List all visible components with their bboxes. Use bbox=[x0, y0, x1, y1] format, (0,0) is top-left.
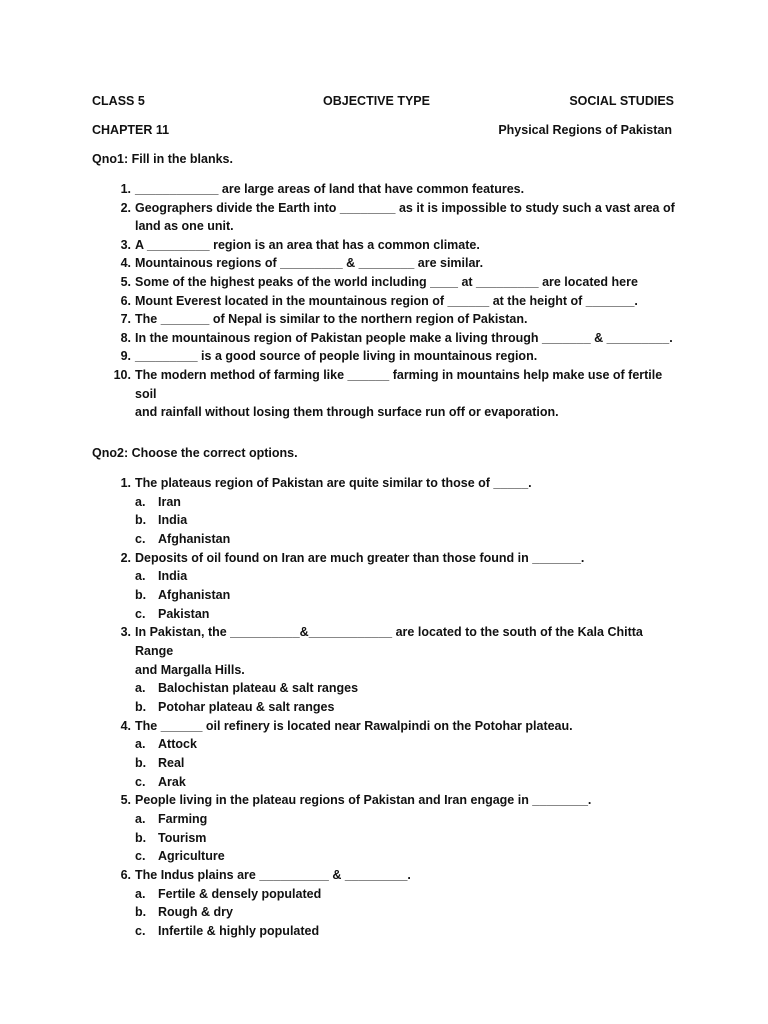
item-number: 4. bbox=[120, 718, 131, 733]
list-item bbox=[112, 717, 682, 792]
item-text: The Indus plains are __________ & _________. bbox=[135, 868, 411, 882]
option-text: India bbox=[158, 569, 188, 584]
item-number: 6. bbox=[120, 293, 131, 308]
item-number: 5. bbox=[120, 274, 131, 289]
option-letter: b. bbox=[135, 588, 147, 602]
item-number: 3. bbox=[120, 237, 131, 252]
option-item bbox=[135, 773, 682, 792]
item-number: 7. bbox=[120, 312, 131, 327]
item-text: Mount Everest located in the mountainous region of ______ at the height of _______. bbox=[135, 293, 638, 308]
item-number: 6. bbox=[120, 868, 131, 882]
item-number: 10. bbox=[113, 367, 131, 382]
list-item bbox=[112, 866, 682, 941]
option-item bbox=[135, 885, 682, 904]
item-text-continued: and Margalla Hills. bbox=[135, 662, 245, 677]
item-number: 1. bbox=[120, 182, 131, 196]
option-item bbox=[135, 829, 682, 848]
item-text: Mountainous regions of _________ & ________ are similar. bbox=[135, 256, 484, 271]
item-number: 1. bbox=[120, 476, 131, 490]
list-item bbox=[112, 791, 682, 866]
item-text-continued: and rainfall without losing them through surface run off or evaporation. bbox=[135, 405, 559, 420]
list-item bbox=[112, 549, 682, 624]
list-item bbox=[112, 366, 682, 422]
option-text: Afghanistan bbox=[158, 588, 231, 602]
option-item bbox=[135, 493, 682, 512]
option-letter: b. bbox=[135, 699, 147, 714]
item-number: 5. bbox=[120, 793, 131, 808]
option-letter: a. bbox=[135, 681, 146, 696]
option-letter: b. bbox=[135, 755, 147, 770]
item-text: Some of the highest peaks of the world including ____ at _________ are located here bbox=[135, 274, 638, 289]
option-item bbox=[135, 567, 682, 586]
option-item bbox=[135, 586, 682, 605]
q2-list bbox=[112, 474, 682, 941]
q2-heading: Qno2: Choose the correct options. bbox=[92, 446, 298, 460]
item-text: In the mountainous region of Pakistan people make a living through _______ & _________. bbox=[135, 330, 673, 345]
option-text: India bbox=[158, 513, 188, 528]
option-list bbox=[135, 567, 682, 623]
option-letter: c. bbox=[135, 924, 146, 938]
list-item bbox=[112, 347, 682, 366]
option-list bbox=[135, 810, 682, 866]
option-letter: c. bbox=[135, 849, 146, 864]
item-number: 4. bbox=[120, 256, 131, 271]
option-text: Iran bbox=[158, 494, 181, 509]
option-text: Attock bbox=[158, 737, 197, 752]
option-letter: a. bbox=[135, 886, 146, 901]
subject-label: SOCIAL STUDIES bbox=[569, 94, 674, 108]
option-list bbox=[135, 735, 682, 791]
option-text: Real bbox=[158, 755, 185, 770]
item-number: 3. bbox=[120, 625, 131, 640]
list-item bbox=[112, 199, 682, 236]
item-number: 2. bbox=[120, 200, 131, 215]
list-item bbox=[112, 474, 682, 549]
option-letter: a. bbox=[135, 737, 146, 752]
list-item bbox=[112, 329, 682, 348]
option-item bbox=[135, 922, 682, 941]
option-text: Infertile & highly populated bbox=[158, 924, 320, 938]
option-item bbox=[135, 903, 682, 922]
option-text: Balochistan plateau & salt ranges bbox=[158, 681, 359, 696]
option-text: Tourism bbox=[158, 830, 207, 845]
option-item bbox=[135, 698, 682, 717]
option-list bbox=[135, 679, 682, 716]
option-text: Arak bbox=[158, 774, 186, 789]
option-item bbox=[135, 679, 682, 698]
option-letter: c. bbox=[135, 774, 146, 789]
option-item bbox=[135, 754, 682, 773]
option-text: Agriculture bbox=[158, 849, 225, 864]
option-letter: b. bbox=[135, 905, 147, 920]
option-item bbox=[135, 847, 682, 866]
q1-heading: Qno1: Fill in the blanks. bbox=[92, 152, 233, 166]
list-item bbox=[112, 310, 682, 329]
item-text: People living in the plateau regions of Pakistan and Iran engage in ________. bbox=[135, 793, 592, 808]
item-text: The ______ oil refinery is located near Rawalpindi on the Potohar plateau. bbox=[135, 718, 573, 733]
item-text: _________ is a good source of people living in mountainous region. bbox=[135, 349, 538, 364]
option-letter: a. bbox=[135, 569, 146, 584]
option-item bbox=[135, 810, 682, 829]
option-text: Fertile & densely populated bbox=[158, 886, 322, 901]
list-item bbox=[112, 180, 682, 199]
q1-list bbox=[112, 180, 682, 422]
option-list bbox=[135, 493, 682, 549]
type-label: OBJECTIVE TYPE bbox=[323, 94, 430, 108]
list-item bbox=[112, 292, 682, 311]
option-list bbox=[135, 885, 682, 941]
item-text: The modern method of farming like ______ farming in mountains help make use of fertile soil bbox=[135, 367, 663, 401]
option-text: Afghanistan bbox=[158, 532, 231, 546]
item-number: 9. bbox=[120, 349, 131, 364]
list-item bbox=[112, 273, 682, 292]
option-text: Rough & dry bbox=[158, 905, 233, 920]
option-letter: c. bbox=[135, 532, 146, 546]
option-letter: a. bbox=[135, 494, 146, 509]
option-item bbox=[135, 530, 682, 549]
item-text: Deposits of oil found on Iran are much greater than those found in _______. bbox=[135, 550, 585, 565]
option-item bbox=[135, 605, 682, 624]
option-text: Farming bbox=[158, 811, 208, 826]
chapter-label: CHAPTER 11 bbox=[92, 123, 170, 137]
option-letter: c. bbox=[135, 606, 146, 621]
option-letter: b. bbox=[135, 830, 147, 845]
item-text-continued: land as one unit. bbox=[135, 219, 234, 234]
item-text: A _________ region is an area that has a common climate. bbox=[135, 237, 480, 252]
list-item bbox=[112, 254, 682, 273]
item-text: The _______ of Nepal is similar to the northern region of Pakistan. bbox=[135, 312, 528, 327]
item-text: ____________ are large areas of land that have common features. bbox=[135, 182, 525, 196]
option-item bbox=[135, 735, 682, 754]
item-text: In Pakistan, the __________&____________ are located to the south of the Kala Chitta Range bbox=[135, 625, 643, 658]
item-text: The plateaus region of Pakistan are quite similar to those of _____. bbox=[135, 476, 532, 490]
option-text: Potohar plateau & salt ranges bbox=[158, 699, 335, 714]
item-text: Geographers divide the Earth into ________ as it is impossible to study such a vast area of bbox=[135, 200, 675, 215]
chapter-title: Physical Regions of Pakistan bbox=[498, 123, 672, 137]
list-item bbox=[112, 236, 682, 255]
option-text: Pakistan bbox=[158, 606, 210, 621]
class-label: CLASS 5 bbox=[92, 94, 145, 108]
item-number: 8. bbox=[120, 330, 131, 345]
option-letter: b. bbox=[135, 513, 147, 528]
list-item bbox=[112, 623, 682, 716]
item-number: 2. bbox=[120, 550, 131, 565]
option-item bbox=[135, 511, 682, 530]
option-letter: a. bbox=[135, 811, 146, 826]
